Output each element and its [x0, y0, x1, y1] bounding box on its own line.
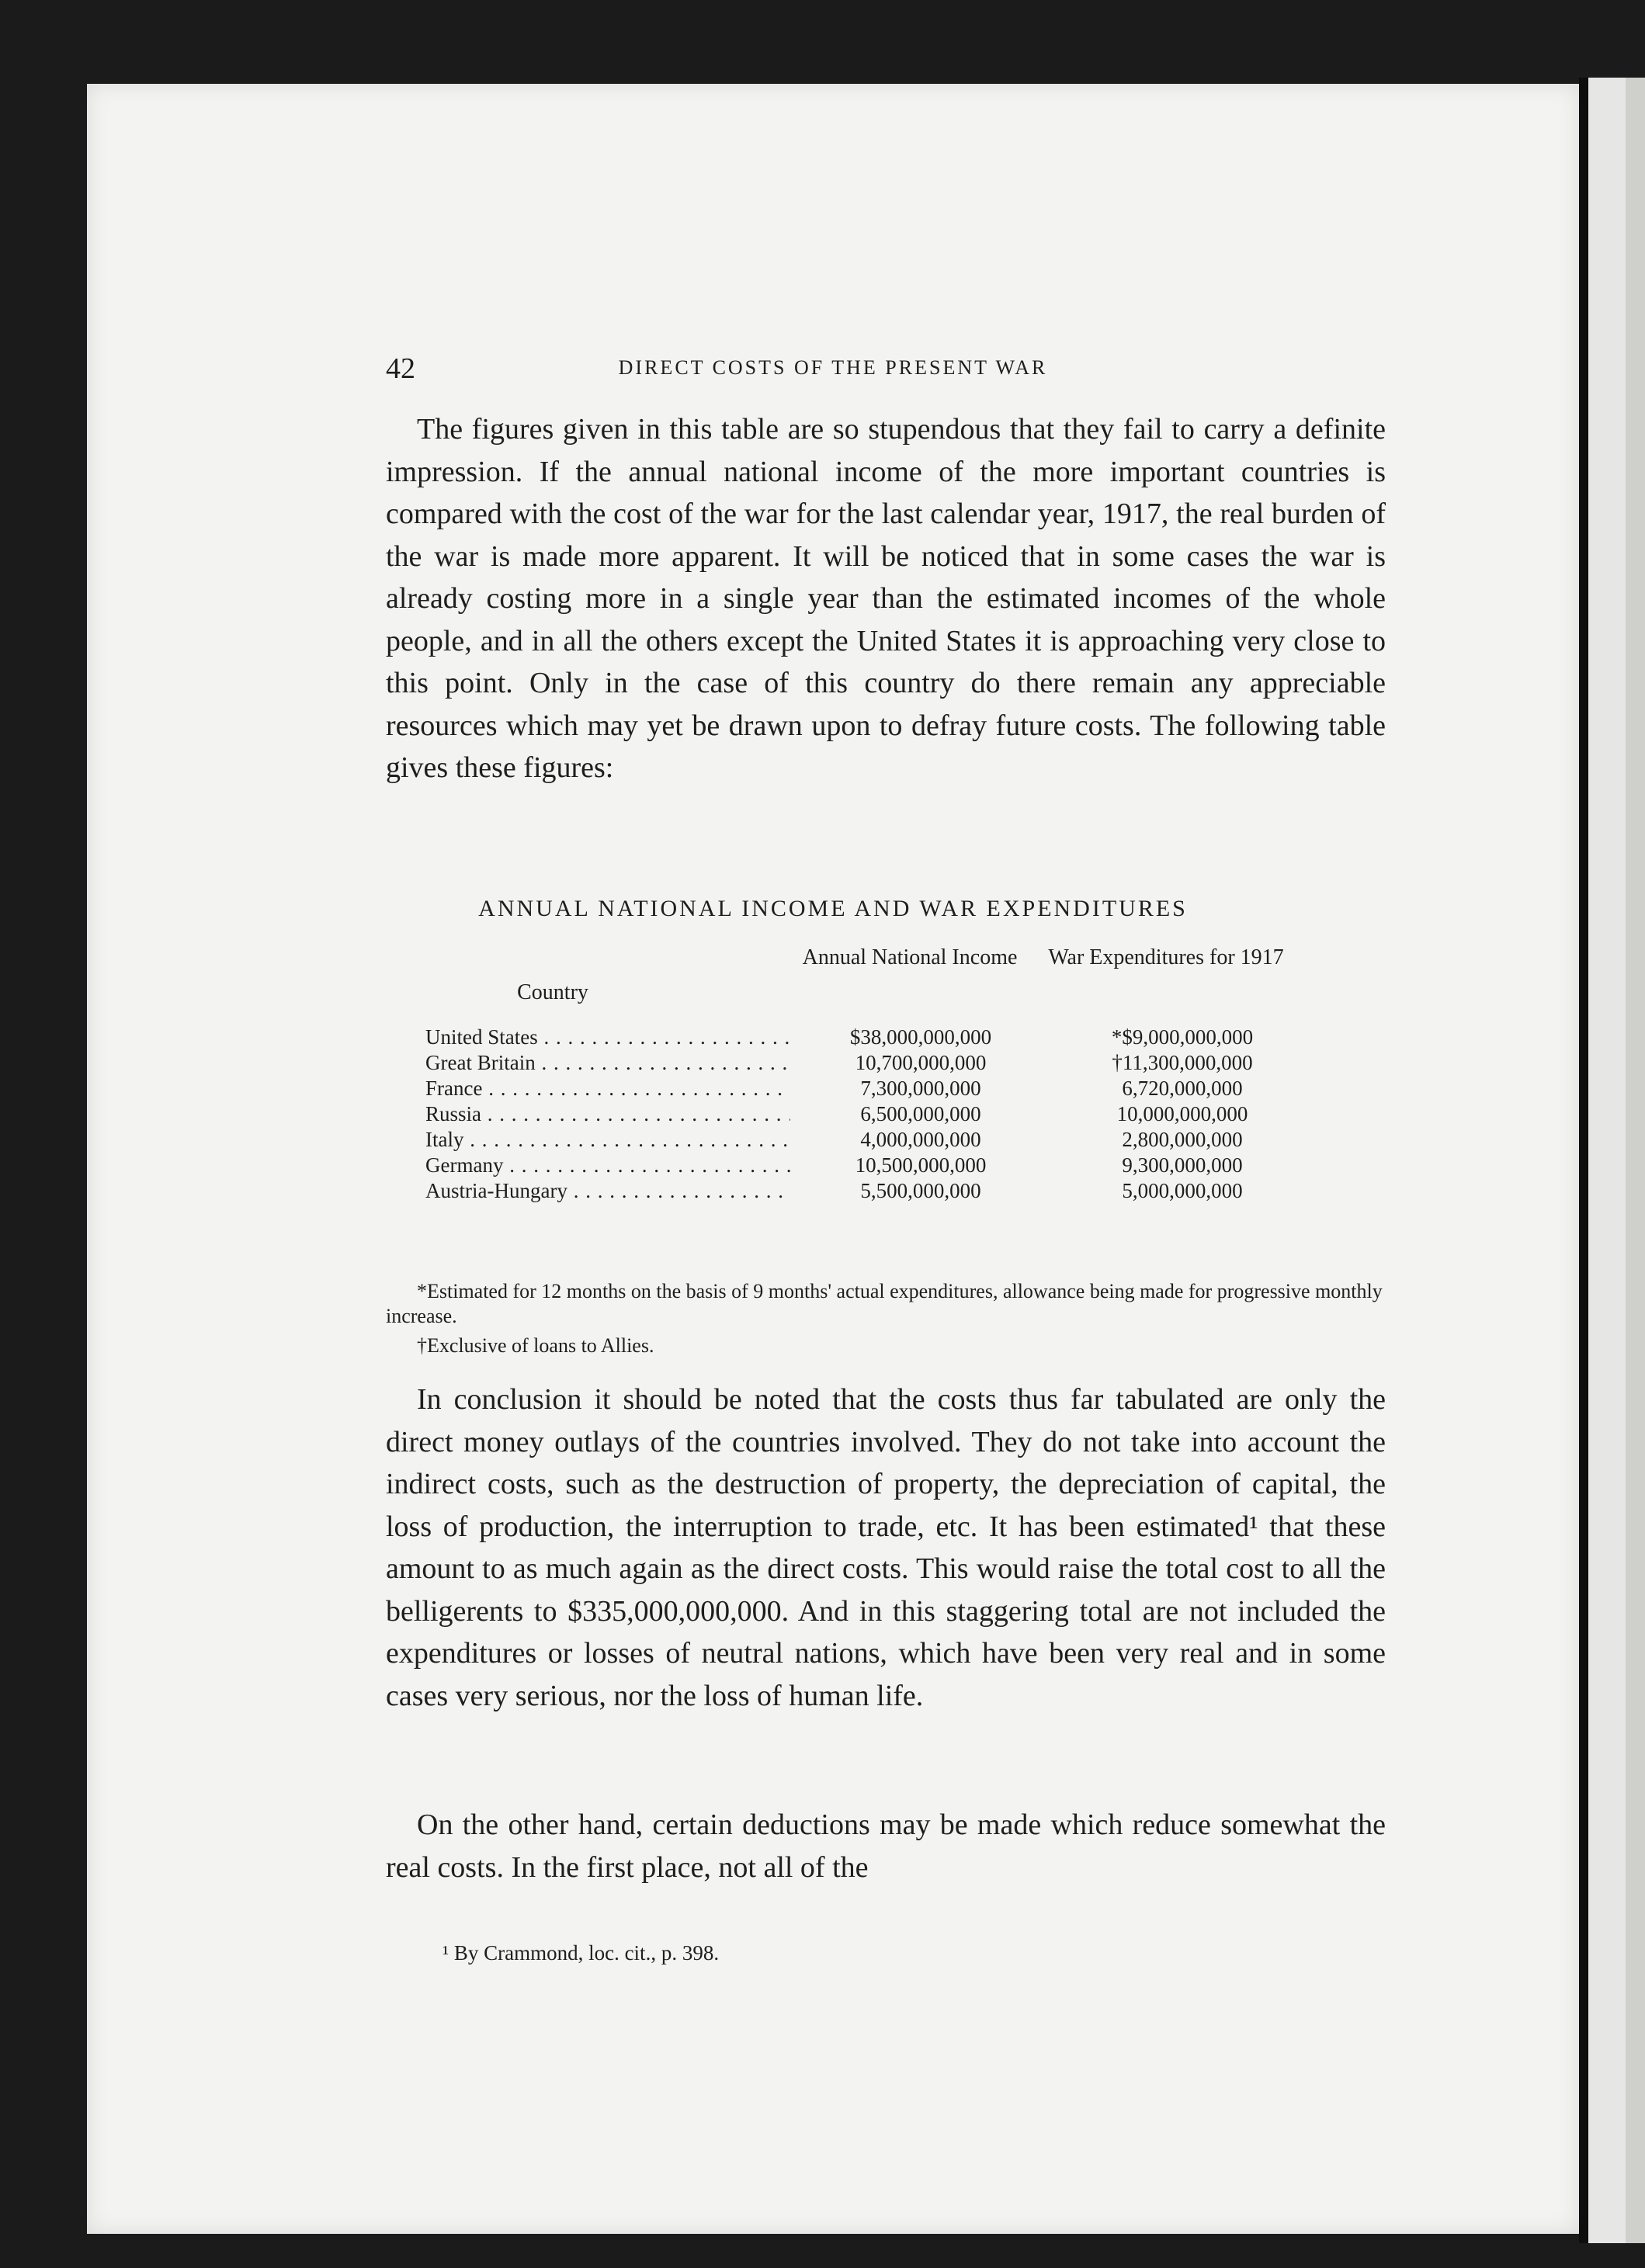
war-cell: 10,000,000,000 — [1116, 1102, 1248, 1125]
income-cell: 6,500,000,000 — [860, 1102, 981, 1125]
paragraph-deductions: On the other hand, certain deductions may be made which reduce somewhat the real costs. In the first place, not all of the — [386, 1809, 1386, 1884]
country-cell: Germany . . . — [425, 1153, 790, 1178]
table-row — [425, 1101, 1357, 1127]
table-row — [425, 1025, 1357, 1050]
income-cell: 7,300,000,000 — [860, 1077, 981, 1100]
table-row — [425, 1153, 1357, 1178]
column-header-country: Country — [517, 980, 588, 1004]
running-title: DIRECT COSTS OF THE PRESENT WAR — [618, 356, 1048, 379]
income-cell: 10,500,000,000 — [855, 1153, 987, 1177]
column-header-war: War Expenditures for 1917 — [1048, 945, 1284, 969]
war-cell: *$9,000,000,000 — [1111, 1025, 1254, 1049]
table-row — [425, 1127, 1357, 1153]
income-cell: 4,000,000,000 — [860, 1128, 981, 1151]
income-cell: $38,000,000,000 — [849, 1025, 992, 1049]
book-page — [87, 84, 1579, 2234]
country-cell: France . . . — [425, 1076, 790, 1101]
war-cell: 2,800,000,000 — [1122, 1128, 1243, 1151]
table-row — [425, 1050, 1357, 1076]
income-expenditure-table — [87, 84, 1579, 2234]
table-row — [425, 1178, 1357, 1204]
war-cell: †11,300,000,000 — [1112, 1051, 1253, 1074]
country-cell: Austria-Hungary . . . — [425, 1178, 790, 1204]
paragraph-intro: The figures given in this table are so stupendous that they fail to carry a definite impression. If the annual national income of the more important countries is compared with the cost of the war for the last calendar year, 1917, the real burden of the war is made more apparent. It will be noticed that in some cases the war is already costing more in a single year than the estimated incomes of the whole people, and in all the others except the United States it is approaching very close to this point. Only in the case of this country do there remain any appreciable resources which may yet be drawn upon to defray future costs. The following table gives these figures: — [386, 413, 1386, 784]
war-cell: 6,720,000,000 — [1122, 1077, 1243, 1100]
war-cell: 5,000,000,000 — [1122, 1179, 1243, 1202]
country-cell: Italy . . . — [425, 1127, 790, 1153]
country-cell: Great Britain . . . — [425, 1050, 790, 1076]
footnote: ¹ By Crammond, loc. cit., p. 398. — [442, 1941, 720, 1965]
war-cell: 9,300,000,000 — [1122, 1153, 1243, 1177]
country-cell: Russia . . . — [425, 1101, 790, 1127]
table-row — [425, 1076, 1357, 1101]
income-cell: 5,500,000,000 — [860, 1179, 981, 1202]
paragraph-conclusion: In conclusion it should be noted that the costs thus far tabulated are only the direct money outlays of the countries involved. They do not take into account the indirect costs, such as the destruction of property, the depreciation of capital, the loss of production, the interruption to trade, etc. It has been estimated¹ that these amount to as much again as the direct costs. This would raise the total cost to all the belligerents to $335,000,000,000. And in this staggering total are not included the expenditures or losses of neutral nations, which have been very real and in some cases very serious, nor the loss of human life. — [386, 1383, 1386, 1712]
income-cell: 10,700,000,000 — [855, 1051, 987, 1074]
table-note-exclusive: †Exclusive of loans to Allies. — [417, 1334, 654, 1357]
adjacent-page-edge — [1579, 78, 1645, 2243]
table-note-estimated: *Estimated for 12 months on the basis of 9 months' actual expenditures, allowance being made for progressive monthly increase. — [386, 1280, 1383, 1327]
column-header-income: Annual National Income — [802, 945, 1018, 969]
table-title: ANNUAL NATIONAL INCOME AND WAR EXPENDITURES — [478, 896, 1188, 921]
page-number: 42 — [386, 352, 415, 385]
country-cell: United States . . . — [425, 1025, 790, 1050]
